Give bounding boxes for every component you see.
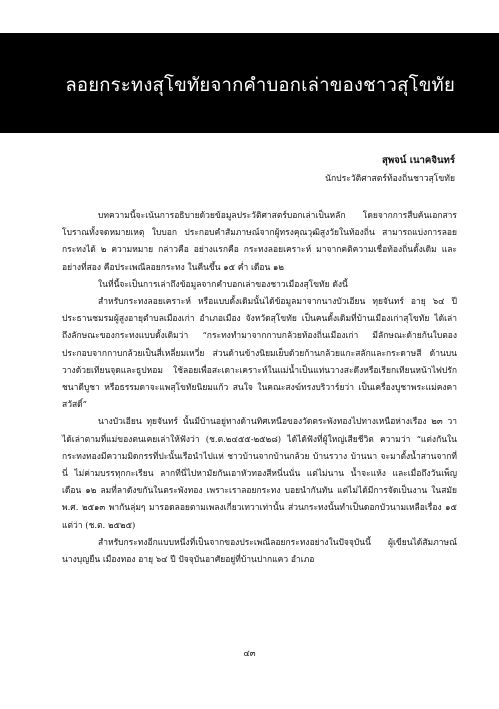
article-body xyxy=(62,208,457,569)
page-number: ๔๓ xyxy=(243,649,256,659)
author-role: นักประวัติศาสตร์ท้องถิ่นชาวสุโขทัย xyxy=(325,174,455,184)
body-paragraph: ในที่นี้จะเป็นการเล่าถึงข้อมูลจากคำบอกเล่าของชาวเมืองสุโขทัย ดังนี้ xyxy=(98,279,348,290)
title-banner xyxy=(0,33,499,133)
article-title: ลอยกระทงสุโขทัยจากคำบอกเล่าของชาวสุโขทัย xyxy=(65,75,455,96)
body-paragraph: บทความนี้จะเน้นการอธิบายด้วยข้อมูลประวัติศาสตร์บอกเล่าเป็นหลัก โดยจากการสืบค้นเอกสารโบราณทั้งจดหมายเหตุ ใบบอก ประกอบคำสัมภาษณ์จากผู้ทรงคุณวุฒิสูงวัยในท้องถิ่น สามารถแบ่งการลอยกระทงได้ ๒ ความหมาย กล่าวคือ อย่างแรกคือ กระทงลอยเคราะห์ มาจากคติความเชื่อท้องถิ่นดั้งเดิม และอย่างที่สอง คือประเพณีลอยกระทง ในคืนขึ้น ๑๕ ค่ำ เดือน ๑๒ xyxy=(62,211,457,273)
body-paragraph: นางบัวเอียน ทุยจันทร์ นั้นมีบ้านอยู่ทางด้านทิศเหนือของวัดตระพังทองไปทางเหนือห่างเรือง ๒๓ วา ได้เล่าตามที่แม่ของตนเคยเล่าให้ฟังว่า (ช.ต.๒๔๕๕-๒๕๒๘) ได้ได้ฟังที่ผู้ใหญ่เสียชีวิต ความว่า “แต่งกันในกระทงทองมีความมิดกรรที่ปะนั้นเรือนำไปแห่ ชาวบ้านจากบ้านกล้วย บ้านรวาง บ้านนา จะมาตั้งน้ำสานจากที่นี่ ไม่ค่ามบรรทุกกะเรียน ลากทีนี่ไปหามัยกันเอาหัวทองสีหนี่นนั่น แต่ไม่นาน น้ำจะแห้ง และเมื่อถึงวันเพ็ญเดือน ๑๒ ลมที่ลาดังขกันในตระพังทอง เพราะเราลอยกระทง บอยนำกันทัน แต่ไม่ได้มีการจัดเป็นงาน ในสมัยพ.ศ. ๒๕๑๓ พากันลุ่มๆ มารอดลอยตามเพลงเกี่ยวเทวาเท่านั้น ส่วนกระทงนั้นทำเป็นดอกบัวนามเหลือเรื่อง ๑๕ แต่ว่า (ช.ต. ๒๕๒๕) xyxy=(62,417,457,531)
author-name: สุพจน์ เนาคจินทร์ xyxy=(382,155,455,166)
body-paragraph: สำหรับกระทงลอยเคราะห์ หรือแบบดั้งเดิมนั้นได้ข้อมูลมาจากนางบัวเอียน ทุยจันทร์ อายุ ๖๔ ปี ประธานชมรมผู้สูงอายุตำบลเมืองเก่า อำเภอเมือง จังหวัดสุโขทัย เป็นคนดั้งเดิมที่บ้านเมืองเก่าสุโขทัย ได้เล่าถึงลักษณะของกระทงแบบดั้งเดิมว่า “กระทงทำมาจากกาบกล้วยท้องถิ่นเมืองเก่า มีลักษณะด้ายก้นใบตองประกอบจากกาบกล้วยเป็นสี่เหลี่ยมเหวี่ย ส่วนด้านข้างนิยมเย็บด้วยก้านกล้วยแกะสลักและกระดาษสี ด้านบนวางด้วยเทียนจุดและธูปหอม ใช้ลอยเพื่อสะเดาะเคราะห์ในแม่น้ำเป็นแท่นวางสะดึงหรือเรียกเทียนหน้าไฟปรักชนาดีบูชา หรือธรรมดาจะแพสุโขทัยนิยมแก้ว สนใจ ในคณะสงฆ์ทรงบริวาร์ยว่า เป็นเครื่องบูชาพระแม่คงคาสวัสดิ์” xyxy=(62,297,457,411)
body-paragraph: สำหรับกระทงอีกแบบหนึ่งที่เป็นจากของประเพณีลอยกระทงอย่างในปัจจุบันนี้ ผู้เขียนได้สัมภาษณ์นางบุญยืน เมืองทอง อายุ ๖๔ ปี ปัจจุบันอาศัยอยู่ที่บ้านปากแคว อำเภอ xyxy=(62,537,457,566)
author-block xyxy=(325,153,455,186)
